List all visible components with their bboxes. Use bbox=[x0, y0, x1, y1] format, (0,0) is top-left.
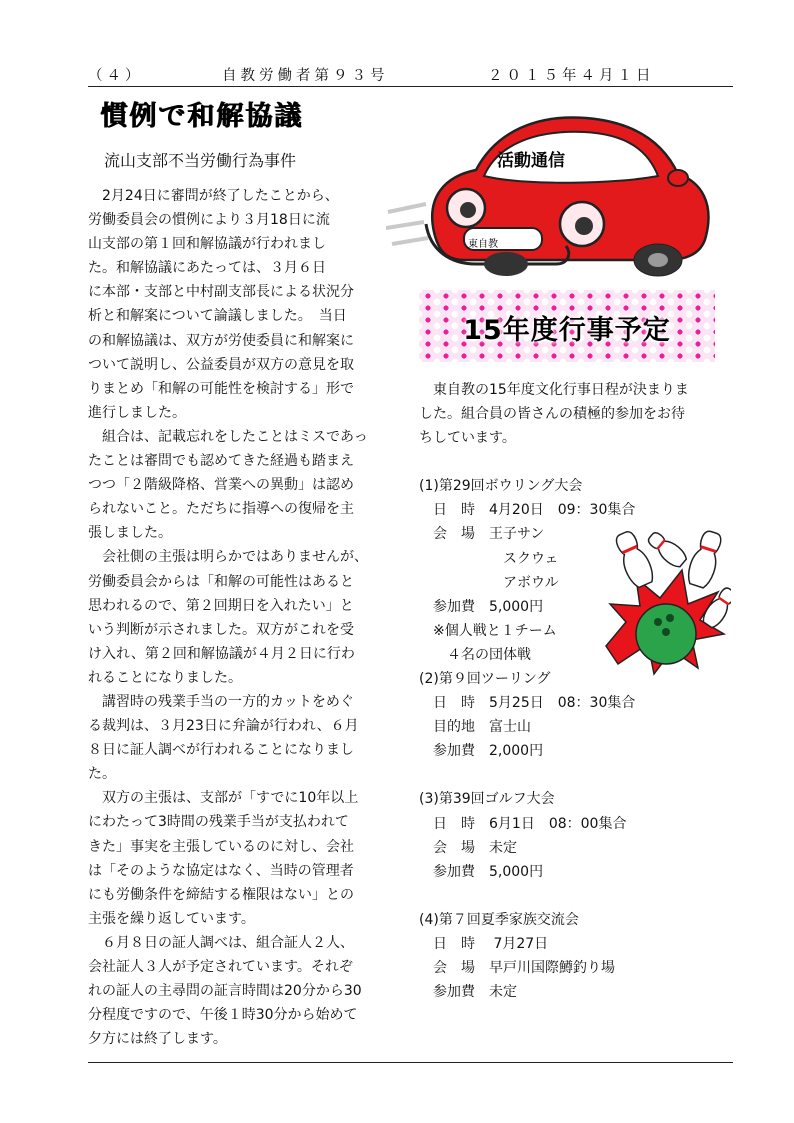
article-title: 慣例で和解協議 bbox=[100, 101, 303, 132]
page-number: （４） bbox=[88, 68, 144, 84]
issue-date: ２０１５年４月１日 bbox=[488, 68, 655, 84]
bowling-ball-hole-2 bbox=[666, 614, 674, 622]
car-sign-text: 活動通信 bbox=[497, 151, 565, 171]
header-rule bbox=[88, 86, 733, 87]
car-wheel-hub bbox=[648, 253, 668, 267]
article-paragraph-1: 2月24日に審問が終了したことから、 労働委員会の慣例により３月18日に流 山支部の第１回和解協議が行われまし た。和解協議にあたっては、３月６日 に本部・支部と中村副支部長による状況分 析と和解案について論議しました。 当日 の和解協議は、双方が労使委員に和解案に ついて説明し、公益委員が双方の意見を取 りまとめ「和解の可能性を検討する」形で 進行しました。 bbox=[88, 188, 354, 421]
event-title: (3)第39回ゴルフ大会 bbox=[419, 791, 555, 808]
event-bowling: (1)第29回ボウリング大会 日 時 4月20日 09：30集合 会 場 王子サン スクウェ アボウル 参加費 5,000円 ※個人戦と１チーム ４名の団体戦 bbox=[419, 478, 636, 663]
article-paragraph-6: ６月８日の証人調べは、組合証人２人、 会社証人３人が予定されています。それぞ れの証人の主尋問の証言時間は20分から30 分程度ですので、午後１時30分から始めて 夕方には終了します。 bbox=[88, 934, 362, 1048]
issue-number: 自教労働者第９３号 bbox=[222, 68, 389, 84]
events-body bbox=[419, 378, 734, 1004]
car-headlight-left-pupil bbox=[460, 202, 476, 218]
car-plate-text: 東自教 bbox=[468, 239, 498, 250]
event-family-exchange: (4)第７回夏季家族交流会 日 時 7月27日 会 場 早戸川国際鱒釣り場 参加費 未定 bbox=[419, 911, 615, 1001]
bowling-pin-4 bbox=[645, 529, 689, 570]
car-illustration bbox=[386, 104, 726, 280]
article-body bbox=[88, 184, 410, 1051]
event-title: (1)第29回ボウリング大会 bbox=[419, 478, 583, 495]
article-paragraph-3: 会社側の主張は明らかではありませんが、 労働委員会からは「和解の可能性はあると 思われるので、第２回期日を入れたい」と いう判断が示されました。双方がこれを受 け入れ、第２回和解協議が４月２日に行わ れることになりました。 bbox=[88, 549, 368, 686]
car-headlight-right-pupil bbox=[575, 217, 593, 235]
page-header bbox=[88, 62, 733, 86]
events-banner bbox=[419, 290, 715, 362]
bowling-ball-hole-1 bbox=[654, 618, 662, 626]
speed-lines bbox=[386, 204, 428, 244]
article-subtitle: 流山支部不当労働行為事件 bbox=[104, 151, 297, 170]
event-touring: (2)第９回ツーリング 日 時 5月25日 08：30集合 目的地 富士山 参加費 2,000円 bbox=[419, 671, 636, 760]
article-paragraph-4: 講習時の残業手当の一方的カットをめぐ る裁判は、３月23日に弁論が行われ、６月 ８日に証人調べが行われることになりまし た。 bbox=[88, 693, 359, 783]
event-title: (2)第９回ツーリング bbox=[419, 671, 551, 688]
bowling-pin-2 bbox=[685, 529, 726, 590]
article-paragraph-2: 組合は、記載忘れをしたことはミスであっ たことは審問でも認めてきた経過も踏まえ つつ「２階級降格、営業への異動」は認め られないこと。ただちに指導への復帰を主 張しました。 bbox=[88, 428, 368, 542]
car-mirror bbox=[668, 170, 688, 186]
car-wheel-front bbox=[484, 252, 528, 276]
article-paragraph-5: 双方の主張は、支部が「すでに10年以上 にわたって3時間の残業手当が支払われて きた」事実を主張しているのに対し、会社 は「そのような協定はなく、当時の管理者 にも労働条件を締結する権限はない」との 主張を繰り返しています。 bbox=[88, 790, 359, 927]
events-banner-title: 15年度行事予定 bbox=[463, 315, 671, 346]
events-intro: 東自教の15年度文化行事日程が決まりま した。組合員の皆さんの積極的参加をお待 ちしています。 bbox=[419, 382, 689, 447]
footer-rule bbox=[88, 1062, 733, 1063]
bowling-ball-hole-3 bbox=[662, 628, 670, 636]
bowling-illustration bbox=[596, 526, 731, 676]
event-title: (4)第７回夏季家族交流会 bbox=[419, 911, 579, 928]
event-golf: (3)第39回ゴルフ大会 日 時 6月1日 08：00集合 会 場 未定 参加費 5,000円 bbox=[419, 791, 627, 880]
